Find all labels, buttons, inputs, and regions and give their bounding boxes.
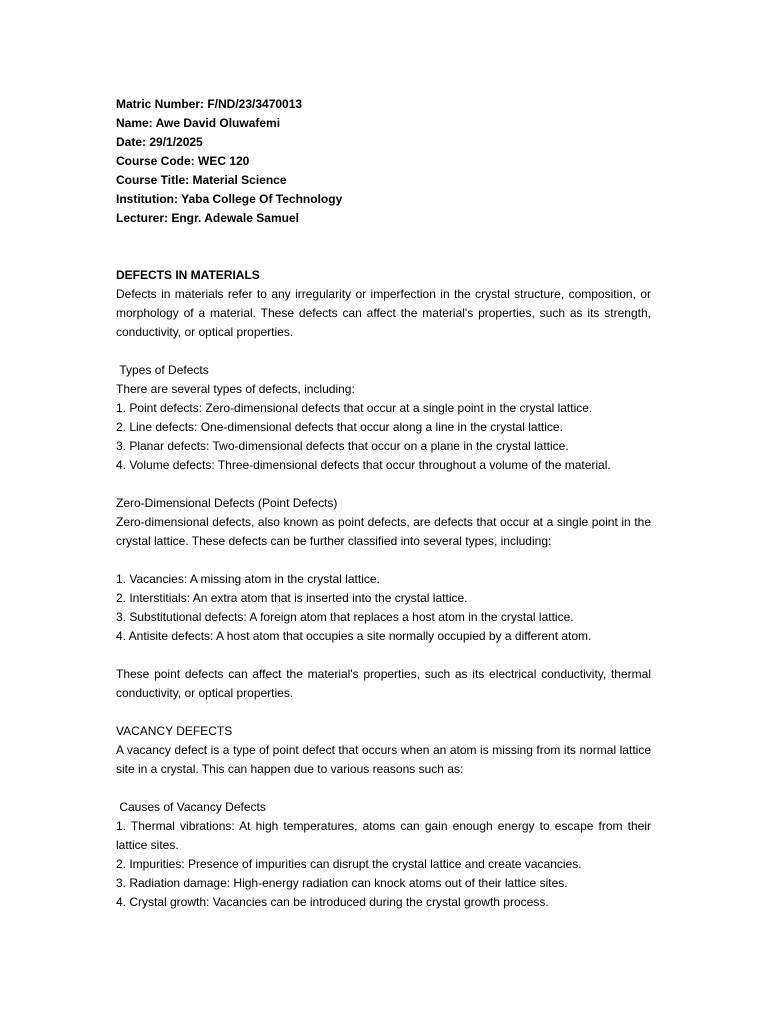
list-item: 1. Thermal vibrations: At high temperatures, atoms can gain enough energy to escape from their lattice sites. bbox=[116, 819, 651, 852]
vacancy-heading: VACANCY DEFECTS bbox=[116, 724, 233, 738]
list-item: 1. Point defects: Zero-dimensional defects that occur at a single point in the crystal lattice. bbox=[116, 401, 593, 415]
spacer bbox=[116, 779, 651, 798]
spacer bbox=[116, 703, 651, 722]
institution: Institution: Yaba College Of Technology bbox=[116, 192, 343, 206]
list-item: 4. Volume defects: Three-dimensional defects that occur throughout a volume of the material. bbox=[116, 458, 611, 472]
point-defects-heading: Zero-Dimensional Defects (Point Defects) bbox=[116, 496, 338, 510]
list-item: 3. Substitutional defects: A foreign atom that replaces a host atom in the crystal lattice. bbox=[116, 610, 574, 624]
course-code: Course Code: WEC 120 bbox=[116, 154, 250, 168]
spacer bbox=[116, 551, 651, 570]
vacancy-section bbox=[116, 722, 651, 912]
list-item: 3. Planar defects: Two-dimensional defects that occur on a plane in the crystal lattice. bbox=[116, 439, 569, 453]
document-body bbox=[116, 95, 651, 912]
list-item: 1. Vacancies: A missing atom in the crystal lattice. bbox=[116, 572, 380, 586]
point-defects-intro: Zero-dimensional defects, also known as point defects, are defects that occur at a single point in the crystal lattice. These defects can be further classified into several types, including: bbox=[116, 515, 651, 548]
student-name: Name: Awe David Oluwafemi bbox=[116, 116, 281, 130]
types-heading: Types of Defects bbox=[119, 363, 209, 377]
defects-title: DEFECTS IN MATERIALS bbox=[116, 268, 260, 282]
lecturer: Lecturer: Engr. Adewale Samuel bbox=[116, 211, 299, 225]
vacancy-causes-heading: Causes of Vacancy Defects bbox=[119, 800, 266, 814]
spacer bbox=[116, 475, 651, 494]
list-item: 3. Radiation damage: High-energy radiation can knock atoms out of their lattice sites. bbox=[116, 876, 568, 890]
types-lead: There are several types of defects, including: bbox=[116, 382, 355, 396]
list-item: 2. Line defects: One-dimensional defects that occur along a line in the crystal lattice. bbox=[116, 420, 563, 434]
matric-number: Matric Number: F/ND/23/3470013 bbox=[116, 97, 303, 111]
spacer bbox=[116, 342, 651, 361]
list-item: 4. Antisite defects: A host atom that occupies a site normally occupied by a different atom. bbox=[116, 629, 592, 643]
vacancy-intro: A vacancy defect is a type of point defect that occurs when an atom is missing from its normal lattice site in a crystal. This can happen due to various reasons such as: bbox=[116, 743, 651, 776]
course-title: Course Title: Material Science bbox=[116, 173, 287, 187]
list-item: 4. Crystal growth: Vacancies can be introduced during the crystal growth process. bbox=[116, 895, 549, 909]
point-defects-section bbox=[116, 494, 651, 703]
submission-date: Date: 29/1/2025 bbox=[116, 135, 203, 149]
list-item: 2. Interstitials: An extra atom that is inserted into the crystal lattice. bbox=[116, 591, 468, 605]
list-item: 2. Impurities: Presence of impurities can disrupt the crystal lattice and create vacancies. bbox=[116, 857, 582, 871]
spacer bbox=[116, 646, 651, 665]
types-section bbox=[116, 361, 651, 475]
defects-section bbox=[116, 266, 651, 342]
point-defects-closing: These point defects can affect the material's properties, such as its electrical conductivity, thermal conductivity, or optical properties. bbox=[116, 667, 651, 700]
spacer bbox=[116, 228, 651, 266]
student-header bbox=[116, 95, 651, 228]
defects-intro: Defects in materials refer to any irregularity or imperfection in the crystal structure, composition, or morphology of a material. These defects can affect the material's properties, such as its strength, conductivity, or optical properties. bbox=[116, 287, 651, 339]
